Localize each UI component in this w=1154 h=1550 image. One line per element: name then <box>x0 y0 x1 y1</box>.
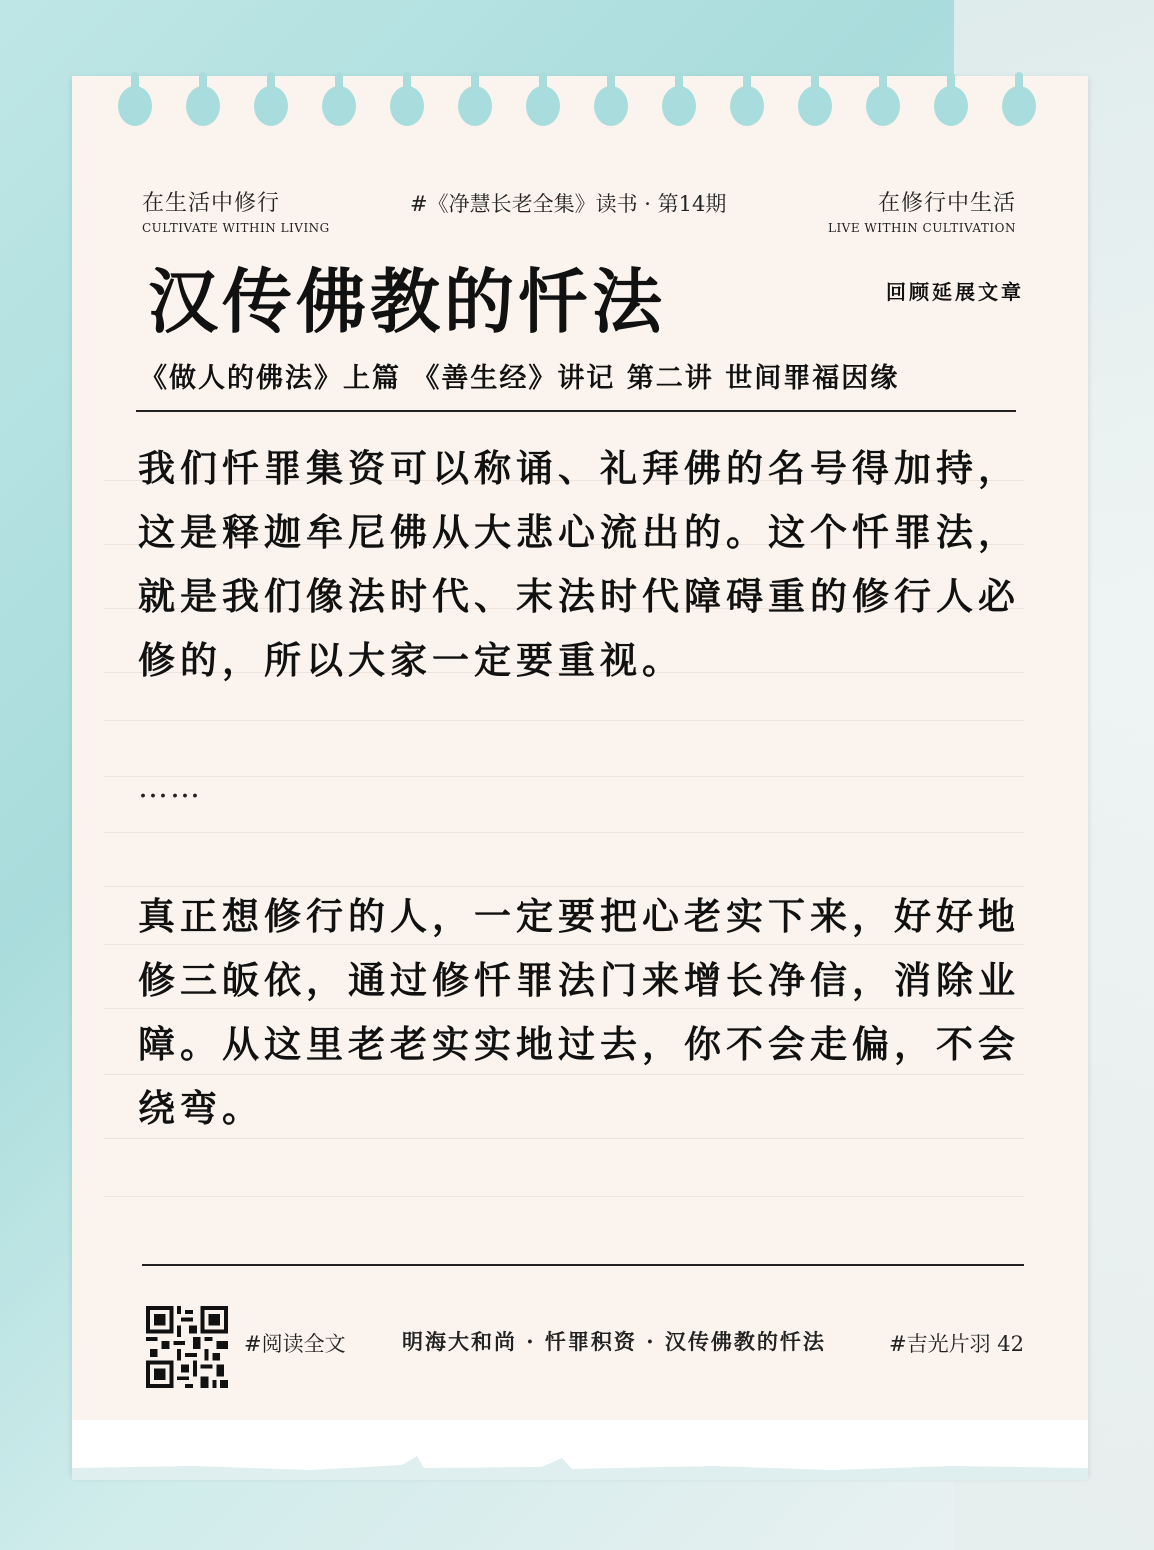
binding-hole <box>730 86 764 126</box>
binding-hole <box>254 86 288 126</box>
review-label: 回顾延展文章 <box>886 280 1024 304</box>
ruled-line <box>104 776 1024 777</box>
ruled-line <box>104 1196 1024 1197</box>
ellipsis: …… <box>138 770 202 805</box>
ruled-line <box>104 720 1024 721</box>
binding-hole <box>594 86 628 126</box>
binding-hole <box>1002 86 1036 126</box>
binding-hole <box>390 86 424 126</box>
header-left-en: CULTIVATE WITHIN LIVING <box>142 221 330 235</box>
header-right-en: LIVE WITHIN CULTIVATION <box>827 221 1016 235</box>
ruled-line <box>104 832 1024 833</box>
divider-top <box>136 410 1016 412</box>
binding-hole <box>866 86 900 126</box>
header-right <box>828 186 1016 235</box>
divider-bottom <box>142 1264 1024 1266</box>
paragraph-1: 我们忏罪集资可以称诵、礼拜佛的名号得加持，这是释迦牟尼佛从大悲心流出的。这个忏罪法，就是我们像法时代、末法时代障碍重的修行人必修的，所以大家一定要重视。 <box>138 446 1020 682</box>
footer-caption: 明海大和尚 · 忏罪积资 · 汉传佛教的忏法 <box>402 1329 826 1354</box>
footer-series: #吉光片羽 42 <box>889 1332 1024 1356</box>
binding-hole <box>458 86 492 126</box>
read-full-link[interactable]: #阅读全文 <box>244 1332 346 1356</box>
header-left <box>142 186 330 235</box>
issue-label: #《净慧长老全集》读书 · 第14期 <box>410 192 727 216</box>
binding-hole <box>526 86 560 126</box>
binding-hole <box>798 86 832 126</box>
page-title: 汉传佛教的忏法 <box>148 260 666 343</box>
qr-code-icon[interactable] <box>146 1306 228 1388</box>
torn-edge <box>72 1456 1088 1480</box>
binding-hole <box>934 86 968 126</box>
binding-hole <box>322 86 356 126</box>
binding-hole <box>662 86 696 126</box>
header-left-cn: 在生活中修行 <box>142 191 281 216</box>
subtitle: 《做人的佛法》上篇 《善生经》讲记 第二讲 世间罪福因缘 <box>140 363 900 394</box>
binding-hole <box>186 86 220 126</box>
binding-hole <box>118 86 152 126</box>
paragraph-2: 真正想修行的人，一定要把心老实下来，好好地修三皈依，通过修忏罪法门来增长净信，消除业障。从这里老老实实地过去，你不会走偏，不会绕弯。 <box>138 894 1020 1130</box>
header-right-cn: 在修行中生活 <box>877 191 1016 216</box>
